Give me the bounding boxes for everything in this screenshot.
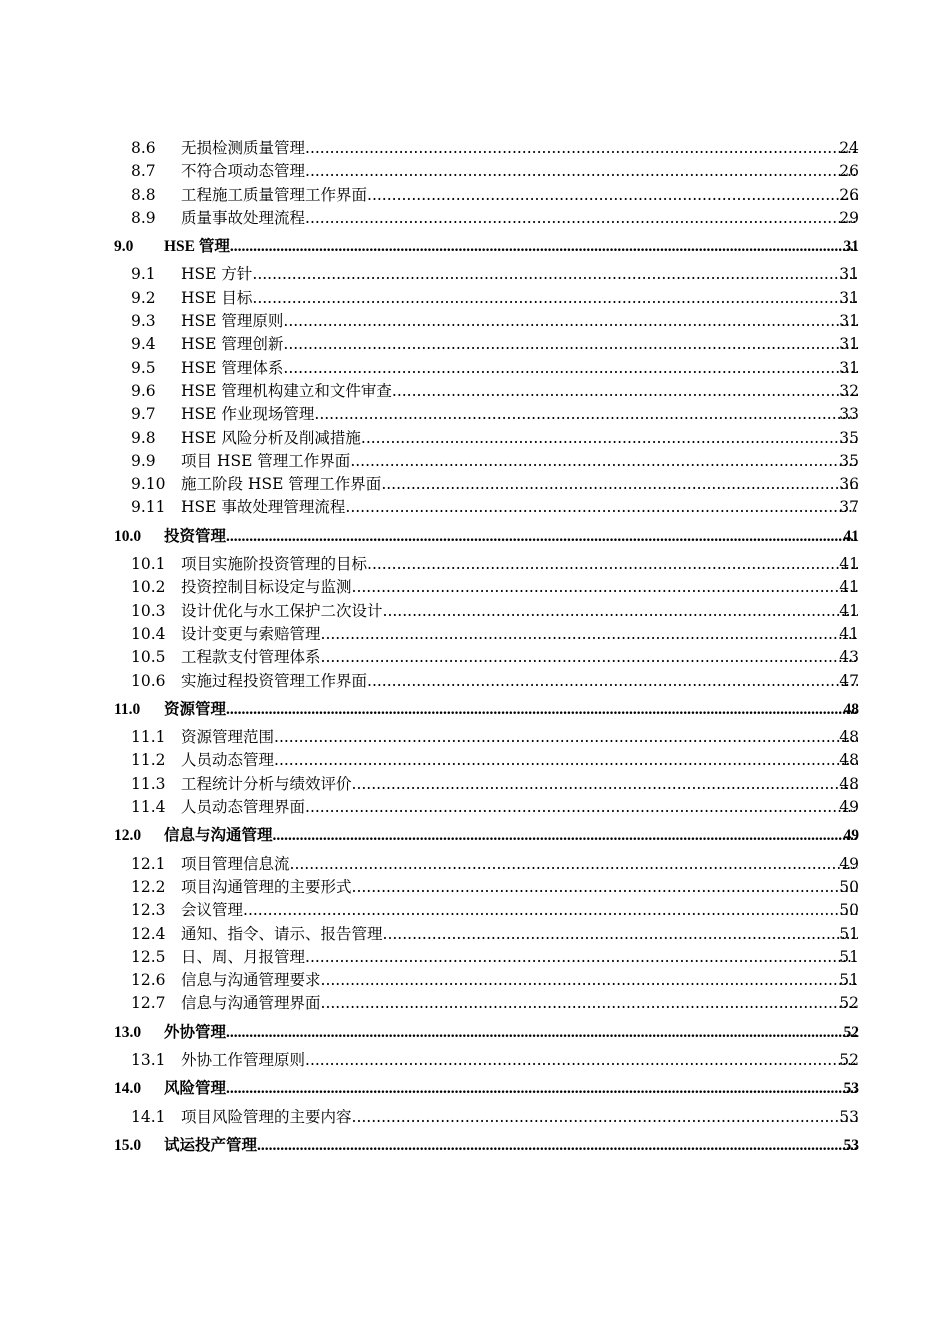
toc-section-entry[interactable] [0,525,950,548]
toc-entry-number: 13.0 [114,1023,142,1041]
toc-subsection-entry[interactable] [0,287,950,310]
toc-entry-number: 10.2 [131,578,166,597]
toc-entry-title: HSE 目标 ..... [181,287,858,310]
toc-section-entry[interactable] [0,698,950,721]
toc-entry-page-number: 33 [839,405,859,424]
toc-entry-number: 9.6 [131,381,156,400]
toc-subsection-entry[interactable] [0,450,950,473]
toc-entry-title: 设计变更与索赔管理 ..... [181,623,858,646]
toc-subsection-entry[interactable] [0,207,950,230]
toc-entry-number: 9.2 [131,288,156,307]
toc-entry-title: 实施过程投资管理工作界面 ..... [181,670,858,693]
toc-entry-title: 工程款支付管理体系 ..... [181,646,858,669]
toc-entry-page-number: 53 [843,1080,859,1098]
toc-entry-title: HSE 风险分析及削减措施 ..... [181,427,858,450]
toc-subsection-entry[interactable] [0,853,950,876]
toc-entry-page-number: 53 [843,1136,859,1154]
toc-entry-title: 风险管理 ..... [164,1077,858,1100]
toc-subsection-entry[interactable] [0,403,950,426]
toc-entry-number: 12.0 [114,827,142,845]
toc-subsection-entry[interactable] [0,160,950,183]
toc-entry-number: 11.0 [114,700,141,718]
toc-entry-title: 施工阶段 HSE 管理工作界面 ..... [181,473,858,496]
toc-entry-page-number: 24 [839,139,859,157]
toc-entry-number: 8.6 [131,139,156,157]
toc-entry-title: 信息与沟通管理 ..... [164,824,858,847]
toc-subsection-entry[interactable] [0,623,950,646]
toc-subsection-entry[interactable] [0,899,950,922]
toc-entry-number: 9.10 [131,475,166,494]
toc-entry-number: 9.4 [131,335,156,354]
toc-entry-title: 工程统计分析与绩效评价 ..... [181,773,858,796]
toc-entry-title: 外协管理 ..... [164,1021,858,1044]
toc-entry-title: HSE 管理创新 ..... [181,333,858,356]
toc-entry-title: 人员动态管理界面 ..... [181,796,858,819]
toc-entry-number: 9.8 [131,428,156,447]
toc-entry-page-number: 52 [839,1050,859,1069]
toc-entry-page-number: 52 [839,994,859,1013]
toc-section-entry[interactable] [0,1077,950,1100]
toc-subsection-entry[interactable] [0,310,950,333]
toc-subsection-entry[interactable] [0,923,950,946]
toc-subsection-entry[interactable] [0,749,950,772]
toc-subsection-entry[interactable] [0,876,950,899]
toc-subsection-entry[interactable] [0,496,950,519]
toc-entry-title: 通知、指令、请示、报告管理 ..... [181,923,858,946]
toc-entry-page-number: 41 [839,555,859,574]
toc-entry-number: 9.11 [131,498,166,517]
toc-entry-title: HSE 作业现场管理 ..... [181,403,858,426]
toc-entry-title: HSE 方针 ..... [181,263,858,286]
toc-entry-number: 10.3 [131,601,166,620]
toc-subsection-entry[interactable] [0,184,950,207]
toc-entry-title: 工程施工质量管理工作界面 ..... [181,184,858,207]
toc-entry-page-number: 50 [839,901,859,920]
toc-entry-number: 11.1 [131,728,166,747]
toc-entry-page-number: 41 [839,601,859,620]
toc-entry-page-number: 29 [839,208,859,227]
toc-entry-number: 9.0 [114,238,134,256]
toc-entry-number: 9.9 [131,451,156,470]
toc-entry-title: 设计优化与水工保护二次设计 ..... [181,600,858,623]
toc-entry-page-number: 52 [843,1023,859,1041]
toc-subsection-entry[interactable] [0,1106,950,1129]
toc-entry-page-number: 26 [839,185,859,204]
toc-entry-number: 12.6 [131,971,166,990]
toc-entry-number: 12.3 [131,901,166,920]
toc-entry-number: 10.0 [114,527,142,545]
toc-entry-page-number: 37 [839,498,859,517]
toc-entry-page-number: 48 [843,700,859,718]
toc-entry-title: 信息与沟通管理界面 ..... [181,992,858,1015]
toc-subsection-entry[interactable] [0,946,950,969]
toc-subsection-entry[interactable] [0,427,950,450]
toc-subsection-entry[interactable] [0,380,950,403]
toc-entry-page-number: 41 [839,624,859,643]
toc-entry-title: 试运投产管理 ..... [164,1134,858,1157]
toc-entry-page-number: 49 [839,854,859,873]
toc-entry-number: 12.7 [131,994,166,1013]
toc-entry-number: 9.5 [131,358,156,377]
toc-subsection-entry[interactable] [0,600,950,623]
toc-entry-page-number: 41 [839,578,859,597]
toc-entry-number: 14.1 [131,1107,166,1126]
toc-entry-page-number: 49 [843,827,859,845]
toc-entry-page-number: 36 [839,475,859,494]
toc-entry-page-number: 35 [839,451,859,470]
toc-entry-title: 资源管理 ..... [164,698,858,721]
table-of-contents [0,137,950,1162]
toc-entry-number: 10.6 [131,671,166,690]
toc-entry-title: 项目风险管理的主要内容 ..... [181,1106,858,1129]
toc-entry-title: HSE 管理体系 ..... [181,357,858,380]
toc-entry-title: 日、周、月报管理 ..... [181,946,858,969]
toc-section-entry[interactable] [0,235,950,258]
toc-entry-number: 8.9 [131,208,156,227]
toc-entry-page-number: 51 [839,924,859,943]
toc-entry-page-number: 47 [839,671,859,690]
toc-subsection-entry[interactable] [0,263,950,286]
toc-subsection-entry[interactable] [0,553,950,576]
toc-entry-number: 9.3 [131,312,156,331]
toc-entry-title: 项目 HSE 管理工作界面 ..... [181,450,858,473]
toc-entry-number: 8.7 [131,162,156,181]
toc-entry-number: 12.4 [131,924,166,943]
toc-entry-page-number: 31 [843,238,859,256]
toc-entry-page-number: 31 [839,288,859,307]
toc-entry-page-number: 48 [839,774,859,793]
toc-entry-title: 人员动态管理 ..... [181,749,858,772]
toc-subsection-entry[interactable] [0,473,950,496]
toc-entry-number: 11.4 [131,798,166,817]
toc-entry-page-number: 26 [839,162,859,181]
toc-subsection-entry[interactable] [0,1049,950,1072]
toc-subsection-entry[interactable] [0,773,950,796]
toc-entry-number: 11.3 [131,774,166,793]
toc-entry-number: 8.8 [131,185,156,204]
toc-subsection-entry[interactable] [0,796,950,819]
toc-entry-title: 信息与沟通管理要求 ..... [181,969,858,992]
toc-entry-page-number: 50 [839,877,859,896]
toc-section-entry[interactable] [0,1021,950,1044]
toc-entry-page-number: 32 [839,381,859,400]
toc-entry-title: 会议管理 ..... [181,899,858,922]
toc-entry-title: 外协工作管理原则 ..... [181,1049,858,1072]
toc-subsection-entry[interactable] [0,992,950,1015]
toc-entry-page-number: 51 [839,947,859,966]
toc-entry-page-number: 51 [839,971,859,990]
toc-subsection-entry[interactable] [0,333,950,356]
toc-subsection-entry[interactable] [0,969,950,992]
toc-subsection-entry[interactable] [0,357,950,380]
toc-entry-page-number: 49 [839,798,859,817]
toc-entry-title: HSE 事故处理管理流程 ..... [181,496,858,519]
toc-entry-title: 质量事故处理流程 ..... [181,207,858,230]
toc-entry-page-number: 48 [839,751,859,770]
toc-section-entry[interactable] [0,824,950,847]
toc-entry-page-number: 53 [839,1107,859,1126]
toc-entry-page-number: 31 [839,312,859,331]
toc-entry-number: 12.1 [131,854,166,873]
toc-entry-title: 项目实施阶投资管理的目标 ..... [181,553,858,576]
toc-entry-number: 10.5 [131,648,166,667]
toc-entry-title: 无损检测质量管理 ..... [181,137,858,160]
toc-entry-number: 12.2 [131,877,166,896]
toc-entry-number: 11.2 [131,751,166,770]
toc-entry-page-number: 35 [839,428,859,447]
toc-entry-title: HSE 管理原则 ..... [181,310,858,333]
toc-subsection-entry[interactable] [0,726,950,749]
toc-entry-number: 9.1 [131,265,156,284]
toc-entry-number: 15.0 [114,1136,142,1154]
toc-section-entry[interactable] [0,1134,950,1157]
toc-entry-page-number: 41 [843,527,859,545]
toc-entry-number: 12.5 [131,947,166,966]
toc-entry-number: 10.1 [131,555,166,574]
toc-subsection-entry[interactable] [0,646,950,669]
toc-entry-title: 资源管理范围 ..... [181,726,858,749]
toc-subsection-entry[interactable] [0,670,950,693]
toc-entry-title: 投资控制目标设定与监测 ..... [181,576,858,599]
toc-entry-title: 投资管理 ..... [164,525,858,548]
toc-entry-page-number: 31 [839,335,859,354]
toc-entry-title: 不符合项动态管理 ..... [181,160,858,183]
toc-entry-page-number: 48 [839,728,859,747]
toc-subsection-entry[interactable] [0,137,950,160]
toc-entry-title: 项目沟通管理的主要形式 ..... [181,876,858,899]
toc-entry-title: HSE 管理机构建立和文件审查 ..... [181,380,858,403]
toc-entry-page-number: 31 [839,265,859,284]
toc-subsection-entry[interactable] [0,576,950,599]
toc-entry-page-number: 43 [839,648,859,667]
toc-entry-title: 项目管理信息流 ..... [181,853,858,876]
toc-entry-number: 13.1 [131,1050,166,1069]
toc-entry-number: 14.0 [114,1080,142,1098]
toc-entry-number: 10.4 [131,624,166,643]
toc-entry-page-number: 31 [839,358,859,377]
toc-entry-number: 9.7 [131,405,156,424]
toc-entry-title: HSE 管理 ..... [164,235,858,258]
